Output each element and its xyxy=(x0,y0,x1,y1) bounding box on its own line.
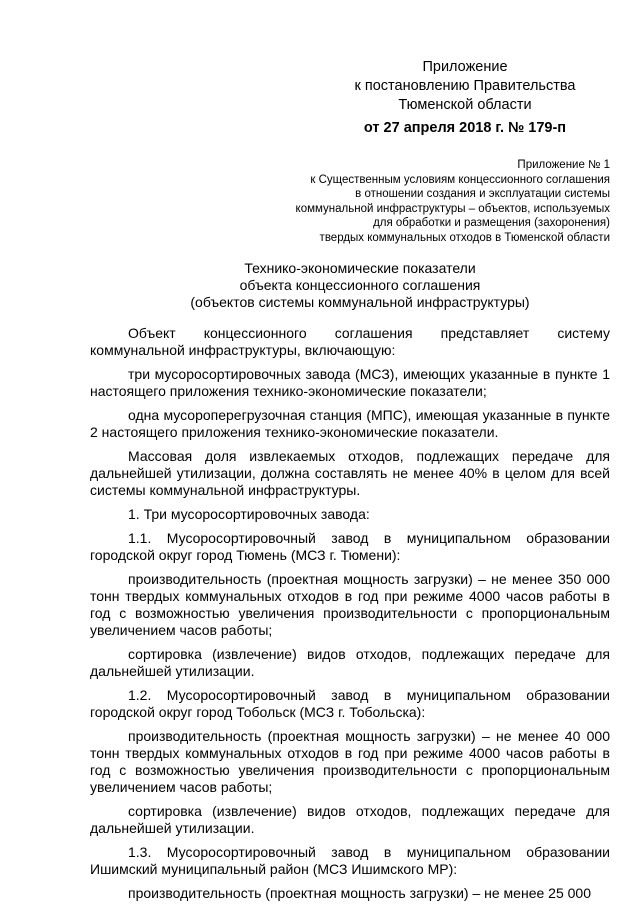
appendix-1-line: коммунальной инфраструктуры – объектов, используемых xyxy=(295,202,610,215)
body-paragraph: одна мусороперегрузочная станция (МПС), имеющая указанные в пункте 2 настоящего приложения технико-экономические показатели. xyxy=(90,407,610,440)
appendix-1-line: к Существенным условиям концессионного соглашения xyxy=(310,173,610,186)
appendix-1-line: в отношении создания и эксплуатации системы xyxy=(355,188,610,201)
subsection-heading: 1.1. Мусоросортировочный завод в муниципальном образовании городской округ город Тюмень (МСЗ г. Тюмени): xyxy=(90,530,610,563)
appendix-1-header xyxy=(250,158,610,246)
title-line: Технико-экономические показатели xyxy=(244,260,476,276)
body-paragraph: Объект концессионного соглашения представляет систему коммунальной инфраструктуры, включающую: xyxy=(90,325,610,358)
subsection-heading: 1.2. Мусоросортировочный завод в муниципальном образовании городской округ город Тобольск (МСЗ г. Тобольска): xyxy=(90,687,610,720)
subsection-heading: 1.3. Мусоросортировочный завод в муниципальном образовании Ишимский муниципальный район (МСЗ Ишимского МР): xyxy=(90,844,610,877)
body-paragraph: три мусоросортировочных завода (МСЗ), имеющих указанные в пункте 1 настоящего приложения технико-экономические показатели; xyxy=(90,366,610,399)
appendix-header xyxy=(330,58,600,138)
appendix-region: Тюменской области xyxy=(398,97,532,113)
document-body xyxy=(90,325,610,909)
appendix-resolution: к постановлению Правительства xyxy=(354,78,576,94)
body-paragraph: производительность (проектная мощность загрузки) – не менее 350 000 тонн твердых коммунальных отходов в год при режиме 4000 часов работы в год с возможностью увеличения производительности с пропорциональным увеличением часов работы; xyxy=(90,571,610,638)
body-paragraph: производительность (проектная мощность загрузки) – не менее 25 000 xyxy=(128,885,591,901)
document-title xyxy=(180,260,540,311)
appendix-date: от 27 апреля 2018 г. № 179-п xyxy=(363,120,567,136)
body-paragraph: Массовая доля извлекаемых отходов, подлежащих передаче для дальнейшей утилизации, должна составлять не менее 40% в целом для всей системы коммунальной инфраструктуры. xyxy=(90,448,610,498)
body-paragraph: сортировка (извлечение) видов отходов, подлежащих передаче для дальнейшей утилизации. xyxy=(90,646,610,679)
body-paragraph: производительность (проектная мощность загрузки) – не менее 40 000 тонн твердых коммунальных отходов в год при режиме 4000 часов работы в год с возможностью увеличения производительности с пропорциональным увеличением часов работы; xyxy=(90,728,610,795)
appendix-1-line: Приложение № 1 xyxy=(517,159,610,171)
title-line: (объектов системы коммунальной инфраструктуры) xyxy=(190,294,530,310)
section-heading: 1. Три мусоросортировочных завода: xyxy=(128,506,370,522)
appendix-1-line: для обработки и размещения (захоронения) xyxy=(373,217,610,230)
appendix-label: Приложение xyxy=(422,59,508,75)
appendix-1-line: твердых коммунальных отходов в Тюменской области xyxy=(319,231,610,244)
title-line: объекта концессионного соглашения xyxy=(239,277,481,293)
body-paragraph: сортировка (извлечение) видов отходов, подлежащих передаче для дальнейшей утилизации. xyxy=(90,803,610,836)
